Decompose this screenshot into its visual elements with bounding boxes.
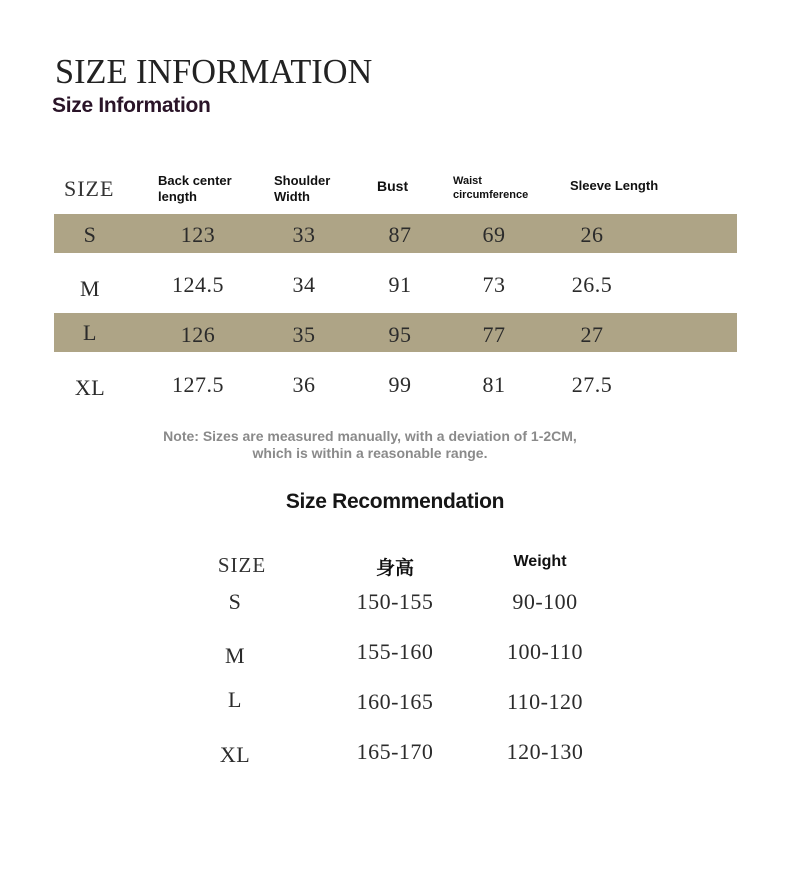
sleeve-cell: 27	[580, 322, 604, 347]
rec-size-cell: S	[228, 589, 242, 614]
rec-weight-column-header: Weight	[513, 553, 567, 570]
back-length-cell: 126	[180, 322, 216, 347]
back-length-cell: 123	[180, 222, 216, 247]
rec-weight-cell: 100-110	[506, 639, 583, 664]
waist-cell: 69	[482, 222, 506, 247]
bust-cell: 91	[388, 272, 412, 297]
rec-size-cell: XL	[219, 742, 251, 767]
shoulder-cell: 36	[292, 372, 316, 397]
back-length-cell: 127.5	[172, 372, 224, 397]
rec-height-cell: 155-160	[356, 639, 434, 664]
rec-height-column-header: 身高	[375, 558, 414, 579]
rec-height-cell: 160-165	[356, 689, 434, 714]
back-length-column-header	[158, 173, 232, 205]
shoulder-cell: 33	[292, 222, 316, 247]
note-line: Note: Sizes are measured manually, with a deviation of 1-2CM,	[163, 428, 577, 444]
sleeve-length-column-header: Sleeve Length	[570, 178, 659, 193]
waist-cell: 77	[482, 322, 506, 347]
recommendation-title: Size Recommendation	[285, 490, 505, 513]
sleeve-cell: 26.5	[571, 272, 613, 297]
shoulder-cell: 34	[292, 272, 316, 297]
sleeve-cell: 26	[580, 222, 604, 247]
measurement-note	[150, 428, 590, 462]
waist-cell: 73	[482, 272, 506, 297]
size-column-header: SIZE	[64, 176, 115, 201]
header-line: Width	[274, 189, 310, 204]
bust-cell: 99	[388, 372, 412, 397]
page-title: Size Information	[52, 94, 211, 117]
size-cell: S	[83, 222, 97, 247]
shoulder-cell: 35	[292, 322, 316, 347]
size-cell: M	[79, 276, 101, 301]
rec-size-column-header: SIZE	[217, 553, 267, 577]
bust-cell: 95	[388, 322, 412, 347]
header-line: Waist	[453, 175, 482, 187]
header-line: Shoulder	[274, 173, 331, 188]
header-line: Back center	[158, 173, 232, 188]
rec-height-cell: 165-170	[356, 739, 434, 764]
waist-cell: 81	[482, 372, 506, 397]
rec-size-cell: M	[224, 643, 246, 668]
rec-weight-cell: 90-100	[512, 589, 578, 614]
page-title-serif: SIZE INFORMATION	[55, 52, 373, 91]
size-cell: XL	[74, 375, 106, 400]
bust-cell: 87	[388, 222, 412, 247]
rec-height-cell: 150-155	[356, 589, 434, 614]
size-cell: L	[83, 320, 97, 345]
sleeve-cell: 27.5	[571, 372, 613, 397]
header-line: circumference	[453, 189, 529, 201]
rec-weight-cell: 110-120	[506, 689, 583, 714]
rec-size-cell: L	[228, 687, 242, 712]
back-length-cell: 124.5	[172, 272, 224, 297]
shoulder-width-column-header	[274, 173, 330, 205]
rec-weight-cell: 120-130	[506, 739, 584, 764]
waist-column-header	[453, 174, 528, 202]
header-line: length	[158, 189, 197, 204]
note-line: which is within a reasonable range.	[252, 445, 488, 461]
bust-column-header: Bust	[377, 178, 409, 194]
